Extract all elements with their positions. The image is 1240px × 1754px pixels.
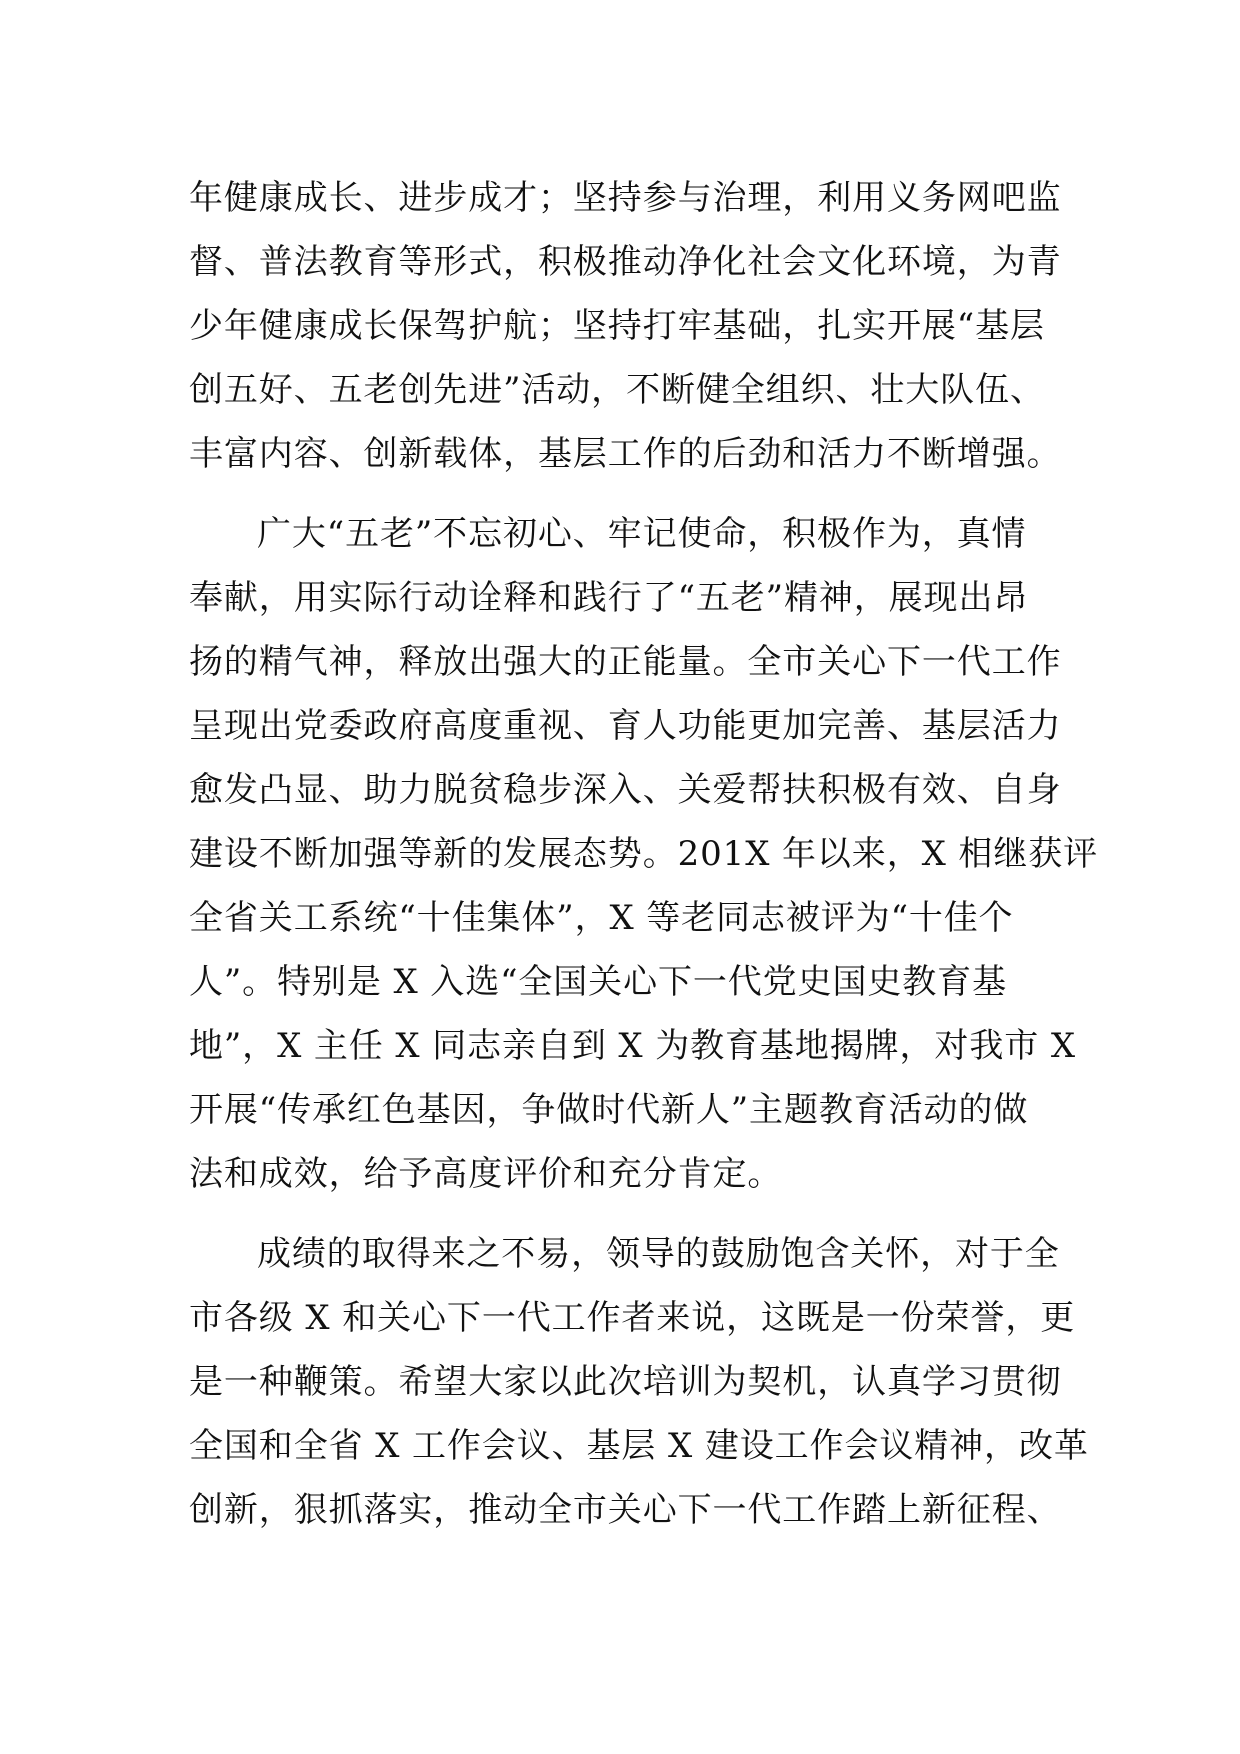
text-line: 市各级 X 和关心下一代工作者来说，这既是一份荣誉，更 (189, 1298, 1076, 1338)
text-line: 人”。特别是 X 入选“全国关心下一代党史国史教育基 (189, 962, 1007, 1002)
text-line: 年健康成长、进步成才；坚持参与治理，利用义务网吧监 (189, 178, 1062, 218)
text-line: 愈发凸显、助力脱贫稳步深入、关爱帮扶积极有效、自身 (189, 770, 1062, 810)
text-line: 丰富内容、创新载体，基层工作的后劲和活力不断增强。 (189, 434, 1062, 474)
text-line: 创新，狠抓落实，推动全市关心下一代工作踏上新征程、 (189, 1490, 1062, 1530)
text-line: 法和成效，给予高度评价和充分肯定。 (189, 1154, 783, 1194)
paragraph-2 (189, 502, 1099, 1206)
text-line: 奉献，用实际行动诠释和践行了“五老”精神，展现出昂 (189, 578, 1029, 618)
text-line: 开展“传承红色基因，争做时代新人”主题教育活动的做 (189, 1090, 1029, 1130)
text-line: 地”，X 主任 X 同志亲自到 X 为教育基地揭牌，对我市 X (189, 1026, 1076, 1066)
text-line: 全省关工系统“十佳集体”，X 等老同志被评为“十佳个 (189, 898, 1014, 938)
text-line: 是一种鞭策。希望大家以此次培训为契机，认真学习贯彻 (189, 1362, 1062, 1402)
paragraph-3 (189, 1222, 1089, 1542)
text-line: 建设不断加强等新的发展态势。201X 年以来，X 相继获评 (189, 834, 1099, 874)
paragraph-1 (189, 166, 1062, 486)
text-line: 少年健康成长保驾护航；坚持打牢基础，扎实开展“基层 (189, 306, 1045, 346)
text-line: 全国和全省 X 工作会议、基层 X 建设工作会议精神，改革 (189, 1426, 1089, 1466)
document-body (189, 166, 1099, 1558)
text-line: 督、普法教育等形式，积极推动净化社会文化环境，为青 (189, 242, 1062, 282)
text-line: 呈现出党委政府高度重视、育人功能更加完善、基层活力 (189, 706, 1062, 746)
text-line: 广大“五老”不忘初心、牢记使命，积极作为，真情 (257, 514, 1027, 554)
text-line: 扬的精气神，释放出强大的正能量。全市关心下一代工作 (189, 642, 1062, 682)
text-line: 成绩的取得来之不易，领导的鼓励饱含关怀，对于全 (257, 1234, 1060, 1274)
text-line: 创五好、五老创先进”活动，不断健全组织、壮大队伍、 (189, 370, 1045, 410)
